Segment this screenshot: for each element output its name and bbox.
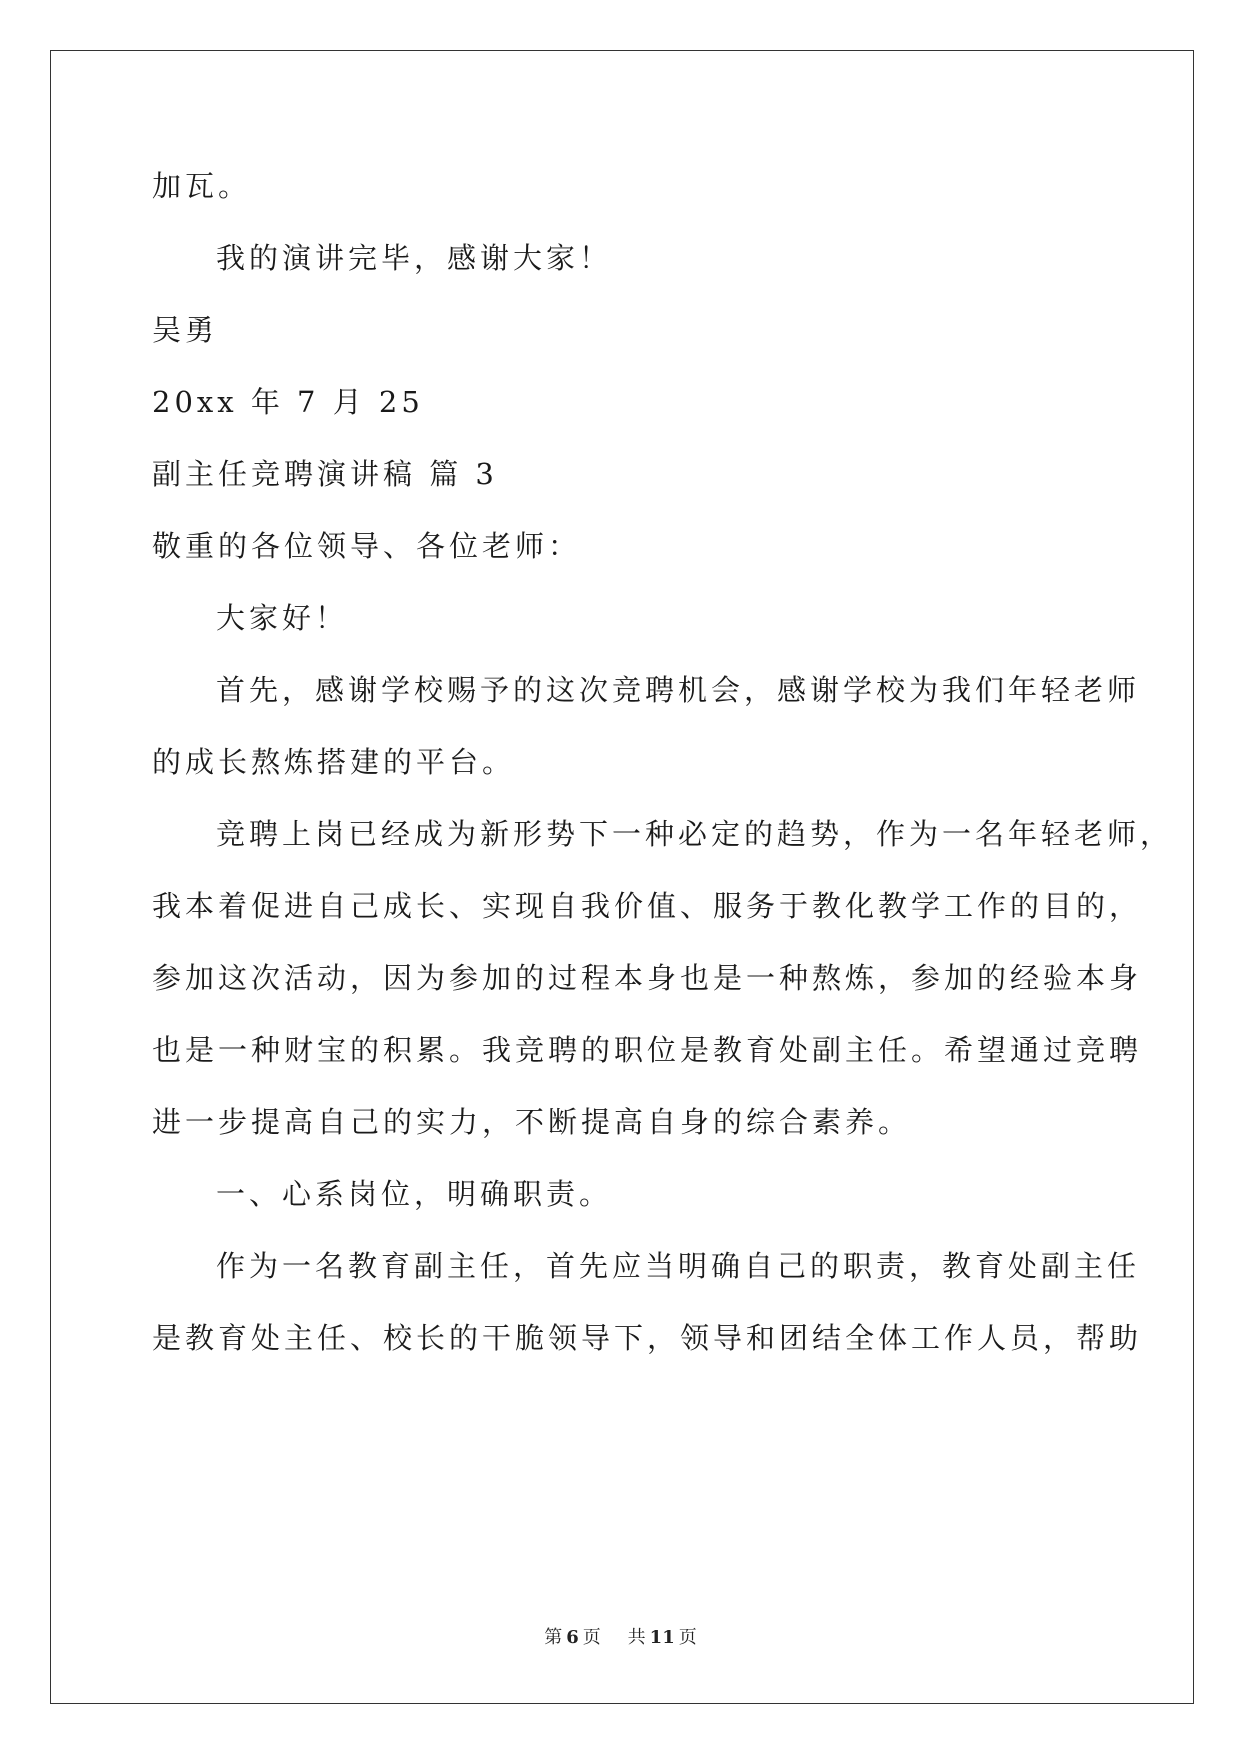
footer-total-prefix: 共 <box>627 1627 646 1648</box>
section-title: 副主任竞聘演讲稿 篇 3 <box>152 457 498 491</box>
footer-total-suffix: 页 <box>678 1627 697 1648</box>
text-line: 的成长熬炼搭建的平台。 <box>152 745 516 779</box>
signature-date: 20xx 年 7 月 25 <box>152 385 424 419</box>
text-line: 大家好！ <box>216 601 349 635</box>
text-line: 是教育处主任、校长的干脆领导下，领导和团结全体工作人员，帮助 <box>152 1321 1143 1355</box>
salutation: 敬重的各位领导、各位老师： <box>152 529 582 563</box>
total-pages-number: 11 <box>649 1627 675 1648</box>
text-line: 我本着促进自己成长、实现自我价值、服务于教化教学工作的目的， <box>152 889 1143 923</box>
text-line: 作为一名教育副主任，首先应当明确自己的职责，教育处副主任 <box>216 1249 1141 1283</box>
text-line: 竞聘上岗已经成为新形势下一种必定的趋势，作为一名年轻老师， <box>216 817 1174 851</box>
signature-name: 吴勇 <box>152 313 219 347</box>
text-line: 参加这次活动，因为参加的过程本身也是一种熬炼，参加的经验本身 <box>152 961 1143 995</box>
text-line: 加瓦。 <box>152 169 252 203</box>
text-line: 也是一种财宝的积累。我竞聘的职位是教育处副主任。希望通过竞聘 <box>152 1033 1143 1067</box>
current-page-number: 6 <box>566 1627 579 1648</box>
footer-page-word: 页 <box>582 1627 601 1648</box>
text-line: 首先，感谢学校赐予的这次竞聘机会，感谢学校为我们年轻老师 <box>216 673 1141 707</box>
page-footer <box>0 1623 1241 1649</box>
footer-prefix: 第 <box>544 1627 563 1648</box>
text-line: 我的演讲完毕，感谢大家！ <box>216 241 613 275</box>
subheading: 一、心系岗位，明确职责。 <box>216 1177 613 1211</box>
text-line: 进一步提高自己的实力，不断提高自身的综合素养。 <box>152 1105 912 1139</box>
page-border <box>50 50 1194 1704</box>
